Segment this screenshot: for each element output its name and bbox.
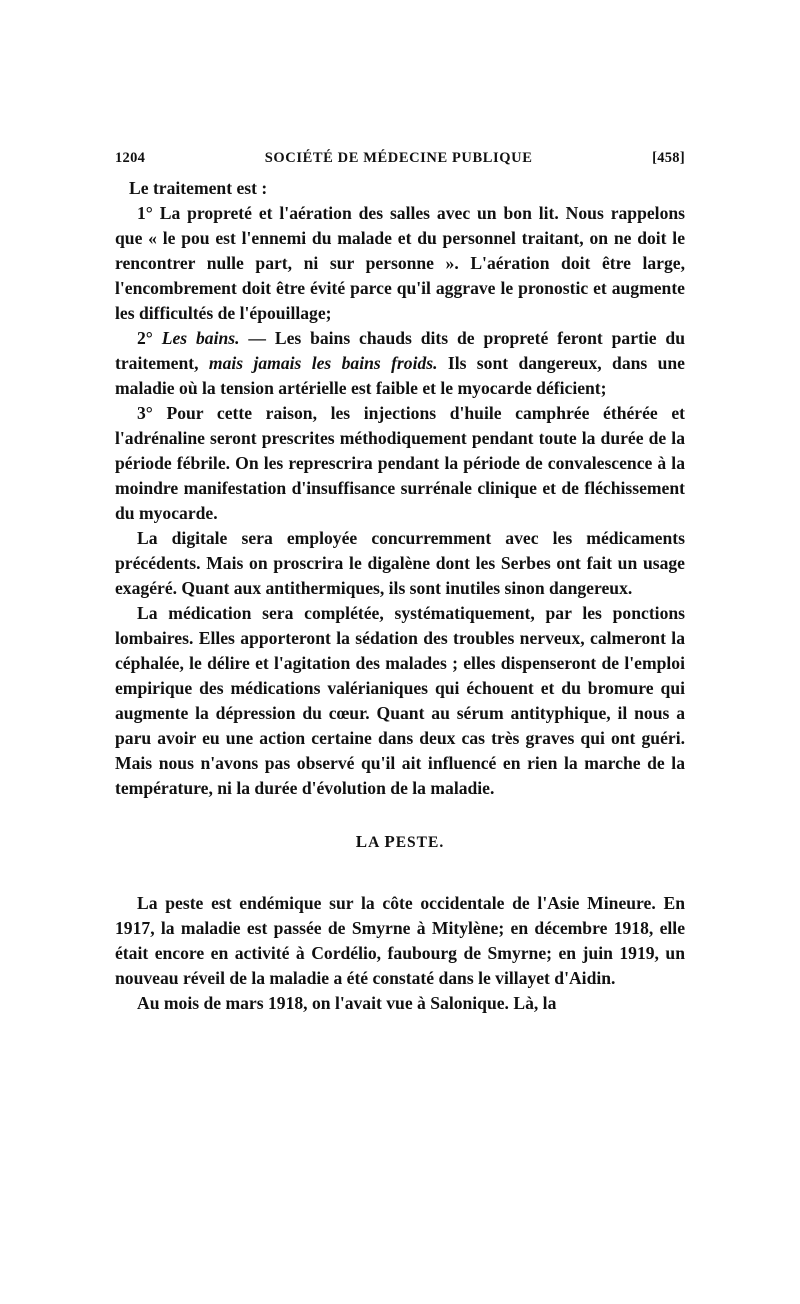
heading-rest-2: ESTE.	[395, 834, 445, 851]
bracket-page-number: [458]	[652, 150, 685, 166]
treatment-point-2	[115, 326, 685, 401]
treatment-point-3: 3° Pour cette raison, les injections d'huile camphrée éthérée et l'adrénaline seront prescrites méthodiquement pendant toute la durée de la période fébrile. On les represcrira pendant la période de convalescence à la moindre manifestation d'insuffisance surrénale clinique et de fléchissement du myocarde.	[115, 403, 685, 523]
point2-title: Les bains.	[161, 328, 240, 348]
digitale-paragraph: La digitale sera employée concurremment avec les médicaments précédents. Mais on proscrira le digalène dont les Serbes ont fait un usage exagéré. Quant aux antithermiques, ils sont inutiles sinon dangereux.	[115, 528, 685, 598]
page-number: 1204	[115, 150, 146, 166]
point2-emphasis: mais jamais les bains froids.	[208, 353, 438, 373]
point2-mid: — Les bains chauds dits de propreté feront partie du traitement,	[115, 328, 685, 373]
point2-lead: 2°	[137, 328, 162, 348]
point2-end: Ils sont dangereux, dans une maladie où la tension artérielle est faible et le myocarde déficient;	[115, 353, 685, 398]
medication-paragraph: La médication sera complétée, systématiquement, par les ponctions lombaires. Elles apporteront la sédation des troubles nerveux, calmeront la céphalée, le délire et l'agitation des malades ; elles dispenseront de l'emploi empirique des médications valérianiques qui échouent et du bromure qui augmente la dépression du cœur. Quant au sérum antityphique, il nous a paru avoir eu une action certaine dans deux cas très graves qui ont guéri. Mais nous n'avons pas observé qu'il ait influencé en rien la marche de la température, ni la durée d'évolution de la maladie.	[115, 603, 685, 798]
intro-paragraph: Le traitement est :	[129, 178, 268, 198]
heading-initial-1: L	[355, 832, 369, 851]
peste-paragraph-2: Au mois de mars 1918, on l'avait vue à Salonique. Là, la	[137, 993, 557, 1013]
treatment-point-1: 1° La propreté et l'aération des salles avec un bon lit. Nous rappelons que « le pou est l'ennemi du malade et du personnel traitant, on ne doit le rencontrer nulle part, ni sur personne ». L'aération doit être large, l'encombrement doit être évité parce qu'il aggrave le pronostic et augmente les difficultés de l'épouillage;	[115, 203, 685, 323]
running-header	[115, 146, 685, 166]
running-title: SOCIÉTÉ DE MÉDECINE PUBLIQUE	[264, 150, 533, 166]
peste-paragraph-1: La peste est endémique sur la côte occidentale de l'Asie Mineure. En 1917, la maladie est passée de Smyrne à Mitylène; en décembre 1918, elle était encore en activité à Cordélio, faubourg de Smyrne; en juin 1919, un nouveau réveil de la maladie a été constaté dans le villayet d'Aidin.	[115, 893, 685, 988]
document-page	[115, 146, 685, 1016]
heading-initial-2: P	[384, 832, 396, 851]
heading-rest-1: A	[368, 834, 385, 851]
section-heading	[115, 829, 685, 855]
